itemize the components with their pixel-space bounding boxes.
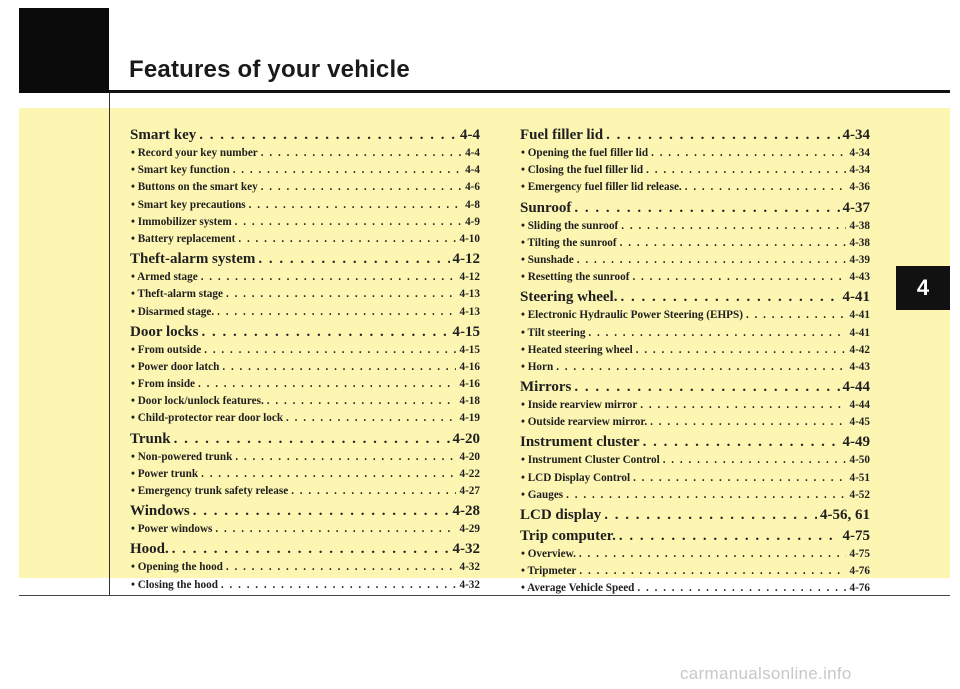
- toc-section-entry[interactable]: [130, 430, 480, 449]
- toc-page-number: 4-22: [459, 467, 480, 480]
- toc-section-entry[interactable]: [520, 288, 870, 307]
- toc-page-number: 4-52: [849, 488, 870, 501]
- dot-leader: [261, 145, 462, 162]
- toc-entry-label: Theft-alarm system: [130, 251, 256, 268]
- dot-leader: [258, 250, 449, 269]
- toc-section-entry[interactable]: [520, 378, 870, 397]
- toc-subentry[interactable]: [520, 179, 870, 196]
- toc-subentry[interactable]: [520, 359, 870, 376]
- toc-page-number: 4-76: [849, 582, 870, 595]
- dot-leader: [650, 414, 846, 431]
- toc-entry-label: • Emergency fuel filler lid release.: [521, 181, 682, 194]
- dot-leader: [620, 288, 839, 307]
- toc-page-number: 4-9: [465, 215, 480, 228]
- toc-page-number: 4-28: [452, 503, 480, 520]
- toc-page-number: 4-76: [849, 565, 870, 578]
- dot-leader: [174, 430, 450, 449]
- toc-entry-label: • Heated steering wheel: [521, 343, 633, 356]
- toc-page-number: 4-36: [849, 181, 870, 194]
- dot-leader: [217, 304, 456, 321]
- toc-page-number: 4-4: [465, 147, 480, 159]
- dot-leader: [663, 452, 847, 469]
- toc-entry-label: • Instrument Cluster Control: [521, 454, 660, 467]
- toc-subentry[interactable]: [520, 269, 870, 286]
- toc-page-number: 4-18: [459, 395, 480, 408]
- toc-page-number: 4-32: [459, 578, 480, 591]
- toc-subentry[interactable]: [130, 304, 480, 321]
- watermark: carmanualsonline.info: [680, 664, 852, 683]
- toc-page-number: 4-20: [459, 450, 480, 463]
- toc-section-entry[interactable]: [130, 540, 480, 559]
- toc-entry-label: • Outside rearview mirror.: [521, 416, 648, 429]
- toc-subentry[interactable]: [520, 487, 870, 504]
- toc-entry-label: • Sunshade: [521, 253, 574, 266]
- toc-entry-label: Instrument cluster: [520, 434, 640, 451]
- dot-leader: [574, 378, 839, 397]
- toc-subentry[interactable]: [520, 307, 870, 324]
- toc-page-number: 4-38: [849, 219, 870, 232]
- toc-entry-label: • Average Vehicle Speed: [521, 582, 635, 595]
- toc-page-number: 4-34: [849, 147, 870, 159]
- toc-subentry[interactable]: [520, 252, 870, 269]
- toc-page-number: 4-75: [842, 528, 870, 544]
- toc-subentry[interactable]: [520, 397, 870, 414]
- toc-subentry[interactable]: [520, 218, 870, 235]
- toc-section-entry[interactable]: [130, 323, 480, 342]
- toc-page-number: 4-41: [842, 289, 870, 306]
- dot-leader: [198, 376, 456, 393]
- dot-leader: [172, 540, 450, 559]
- toc-page-number: 4-20: [452, 430, 480, 447]
- toc-entry-label: • Smart key function: [131, 164, 230, 177]
- dot-leader: [643, 433, 840, 452]
- toc-subentry[interactable]: [130, 214, 480, 231]
- toc-page-number: 4-42: [849, 343, 870, 356]
- toc-entry-label: Door locks: [130, 323, 199, 340]
- dot-leader: [204, 342, 456, 359]
- toc-subentry[interactable]: [130, 179, 480, 196]
- toc-entry-label: • Power windows: [131, 523, 213, 536]
- toc-subentry[interactable]: [130, 342, 480, 359]
- dot-leader: [646, 162, 846, 179]
- toc-entry-label: • Immobilizer system: [131, 215, 232, 228]
- toc-page-number: 4-50: [849, 454, 870, 467]
- dot-leader: [640, 397, 846, 414]
- dot-leader: [619, 527, 840, 546]
- toc-subentry[interactable]: [130, 521, 480, 538]
- toc-subentry[interactable]: [520, 452, 870, 469]
- toc-entry-label: • Sliding the sunroof: [521, 219, 619, 232]
- toc-entry-label: • Inside rearview mirror: [521, 399, 638, 412]
- dot-leader: [621, 218, 846, 235]
- toc-page-number: 4-38: [849, 236, 870, 249]
- toc-page-number: 4-75: [849, 548, 870, 560]
- dot-leader: [574, 199, 839, 218]
- dot-leader: [579, 546, 847, 563]
- toc-page-number: 4-27: [459, 485, 480, 497]
- toc-page-number: 4-19: [459, 412, 480, 425]
- toc-subentry[interactable]: [130, 269, 480, 286]
- toc-page-number: 4-43: [849, 360, 870, 373]
- toc-entry-label: Trunk: [130, 430, 171, 447]
- toc-subentry[interactable]: [130, 466, 480, 483]
- toc-entry-label: Windows: [130, 503, 190, 520]
- toc-entry-label: • Tripmeter: [521, 565, 577, 578]
- toc-subentry[interactable]: [130, 376, 480, 393]
- toc-subentry[interactable]: [130, 197, 480, 214]
- toc-subentry[interactable]: [520, 470, 870, 487]
- toc-page-number: 4-45: [849, 416, 870, 429]
- toc-entry-label: Trip computer.: [520, 528, 616, 544]
- toc-page-number: 4-44: [842, 379, 870, 396]
- toc-section-entry[interactable]: [520, 506, 870, 525]
- toc-page-number: 4-6: [465, 181, 480, 194]
- dot-leader: [604, 506, 817, 525]
- dot-leader: [226, 286, 457, 303]
- toc-entry-label: • Child-protector rear door lock: [131, 412, 284, 425]
- dot-leader: [286, 410, 456, 427]
- toc-page-number: 4-13: [459, 288, 480, 301]
- toc-page-number: 4-4: [460, 127, 480, 143]
- toc-entry-label: • Closing the fuel filler lid: [521, 164, 644, 177]
- dot-leader: [577, 252, 847, 269]
- toc-entry-label: • Opening the hood: [131, 561, 223, 574]
- dot-leader: [233, 162, 462, 179]
- toc-entry-label: • Theft-alarm stage: [131, 288, 223, 301]
- toc-page-number: 4-29: [459, 523, 480, 536]
- toc-page-number: 4-32: [459, 561, 480, 574]
- dot-leader: [267, 393, 457, 410]
- toc-entry-label: • Resetting the sunroof: [521, 271, 630, 284]
- toc-page-number: 4-49: [842, 434, 870, 451]
- toc-page-number: 4-16: [459, 360, 480, 373]
- toc-entry-label: • Non-powered trunk: [131, 450, 233, 463]
- dot-leader: [221, 577, 457, 594]
- toc-section-entry[interactable]: [520, 199, 870, 218]
- toc-page-number: 4-41: [849, 309, 870, 322]
- toc-subentry[interactable]: [520, 342, 870, 359]
- dot-leader: [261, 179, 462, 196]
- toc-section-entry[interactable]: [130, 502, 480, 521]
- dot-leader: [235, 449, 456, 466]
- dot-leader: [249, 197, 462, 214]
- toc-subentry[interactable]: [130, 286, 480, 303]
- toc-subentry[interactable]: [130, 577, 480, 594]
- toc-entry-label: LCD display: [520, 507, 602, 523]
- toc-entry-label: • Record your key number: [131, 147, 258, 159]
- toc-page-number: 4-43: [849, 271, 870, 284]
- toc-entry-label: • From inside: [131, 378, 196, 391]
- dot-leader: [637, 580, 846, 597]
- toc-entry-label: • Door lock/unlock features.: [131, 395, 264, 408]
- dot-leader: [632, 269, 846, 286]
- toc-page-number: 4-34: [849, 164, 870, 177]
- toc-entry-label: Smart key: [130, 127, 197, 143]
- toc-page-number: 4-41: [849, 326, 870, 339]
- toc-left-column: [130, 124, 480, 594]
- dot-leader: [226, 559, 457, 576]
- toc-page-number: 4-12: [452, 251, 480, 268]
- chapter-tab[interactable]: 4: [896, 266, 950, 310]
- toc-page-number: 4-37: [842, 199, 870, 216]
- dot-leader: [579, 563, 846, 580]
- toc-page-number: 4-56, 61: [820, 507, 870, 523]
- toc-subentry[interactable]: [130, 393, 480, 410]
- toc-right-column: [520, 124, 870, 598]
- toc-entry-label: • Power door latch: [131, 360, 220, 373]
- toc-page-number: 4-4: [465, 164, 480, 177]
- toc-page-number: 4-44: [849, 399, 870, 412]
- dot-leader: [235, 214, 462, 231]
- toc-entry-label: Mirrors: [520, 379, 572, 396]
- toc-entry-label: • Buttons on the smart key: [131, 181, 258, 194]
- toc-section-entry[interactable]: [130, 126, 480, 145]
- dot-leader: [222, 359, 456, 376]
- dot-leader: [636, 342, 847, 359]
- toc-entry-label: • Closing the hood: [131, 578, 218, 591]
- toc-entry-label: • Gauges: [521, 488, 564, 501]
- dot-leader: [193, 502, 450, 521]
- toc-entry-label: • Battery replacement: [131, 232, 236, 245]
- dot-leader: [556, 359, 846, 376]
- dot-leader: [291, 483, 456, 500]
- toc-page-number: 4-15: [452, 323, 480, 340]
- dot-leader: [238, 231, 456, 248]
- toc-entry-label: • Emergency trunk safety release: [131, 485, 289, 497]
- dot-leader: [606, 126, 839, 145]
- toc-entry-label: • LCD Display Control: [521, 471, 631, 484]
- toc-subentry[interactable]: [130, 559, 480, 576]
- toc-entry-label: Hood.: [130, 541, 169, 558]
- toc-entry-label: Fuel filler lid: [520, 127, 604, 143]
- toc-page-number: 4-12: [459, 271, 480, 284]
- dot-leader: [201, 269, 457, 286]
- dot-leader: [685, 179, 847, 196]
- toc-subentry[interactable]: [130, 410, 480, 427]
- toc-page-number: 4-15: [459, 343, 480, 356]
- toc-entry-label: • Horn: [521, 360, 554, 373]
- header-black-block: [19, 8, 109, 93]
- toc-subentry[interactable]: [520, 563, 870, 580]
- dot-leader: [201, 323, 449, 342]
- toc-subentry[interactable]: [130, 162, 480, 179]
- toc-entry-label: • Smart key precautions: [131, 198, 246, 211]
- dot-leader: [201, 466, 456, 483]
- toc-entry-label: • Armed stage: [131, 271, 198, 284]
- toc-subentry[interactable]: [520, 325, 870, 342]
- toc-subentry[interactable]: [130, 359, 480, 376]
- toc-page-number: 4-51: [849, 471, 870, 484]
- toc-entry-label: • Overview.: [521, 548, 576, 560]
- toc-entry-label: • Opening the fuel filler lid: [521, 147, 649, 159]
- toc-entry-label: • Disarmed stage.: [131, 305, 215, 318]
- dot-leader: [620, 235, 847, 252]
- toc-subentry[interactable]: [520, 414, 870, 431]
- header-underline: [109, 90, 950, 93]
- toc-subentry[interactable]: [520, 235, 870, 252]
- dot-leader: [199, 126, 457, 145]
- toc-entry-label: • Power trunk: [131, 467, 199, 480]
- toc-page-number: 4-13: [459, 305, 480, 318]
- toc-section-entry[interactable]: [520, 527, 870, 546]
- toc-subentry[interactable]: [130, 483, 480, 500]
- toc-entry-label: • Tilt steering: [521, 326, 586, 339]
- dot-leader: [746, 307, 847, 324]
- toc-subentry[interactable]: [520, 162, 870, 179]
- toc-page-number: 4-8: [465, 198, 480, 211]
- toc-subentry[interactable]: [130, 231, 480, 248]
- dot-leader: [651, 145, 846, 162]
- toc-page-number: 4-10: [459, 232, 480, 245]
- dot-leader: [215, 521, 456, 538]
- page-title: Features of your vehicle: [129, 56, 410, 83]
- toc-entry-label: Steering wheel.: [520, 289, 618, 306]
- toc-subentry[interactable]: [520, 546, 870, 563]
- toc-subentry[interactable]: [130, 145, 480, 162]
- toc-section-entry[interactable]: [520, 126, 870, 145]
- dot-leader: [588, 325, 846, 342]
- toc-section-entry[interactable]: [130, 250, 480, 269]
- dot-leader: [633, 470, 846, 487]
- left-margin-rule: [109, 93, 110, 595]
- toc-entry-label: Sunroof: [520, 199, 572, 216]
- toc-entry-label: • Tilting the sunroof: [521, 236, 617, 249]
- dot-leader: [566, 487, 846, 504]
- toc-entry-label: • From outside: [131, 343, 202, 356]
- toc-subentry[interactable]: [130, 449, 480, 466]
- toc-page-number: 4-16: [459, 378, 480, 391]
- toc-page-number: 4-32: [452, 541, 480, 558]
- toc-section-entry[interactable]: [520, 433, 870, 452]
- toc-page-number: 4-34: [842, 127, 870, 143]
- toc-subentry[interactable]: [520, 580, 870, 597]
- toc-entry-label: • Electronic Hydraulic Power Steering (EHPS): [521, 309, 743, 322]
- toc-subentry[interactable]: [520, 145, 870, 162]
- toc-page-number: 4-39: [849, 253, 870, 266]
